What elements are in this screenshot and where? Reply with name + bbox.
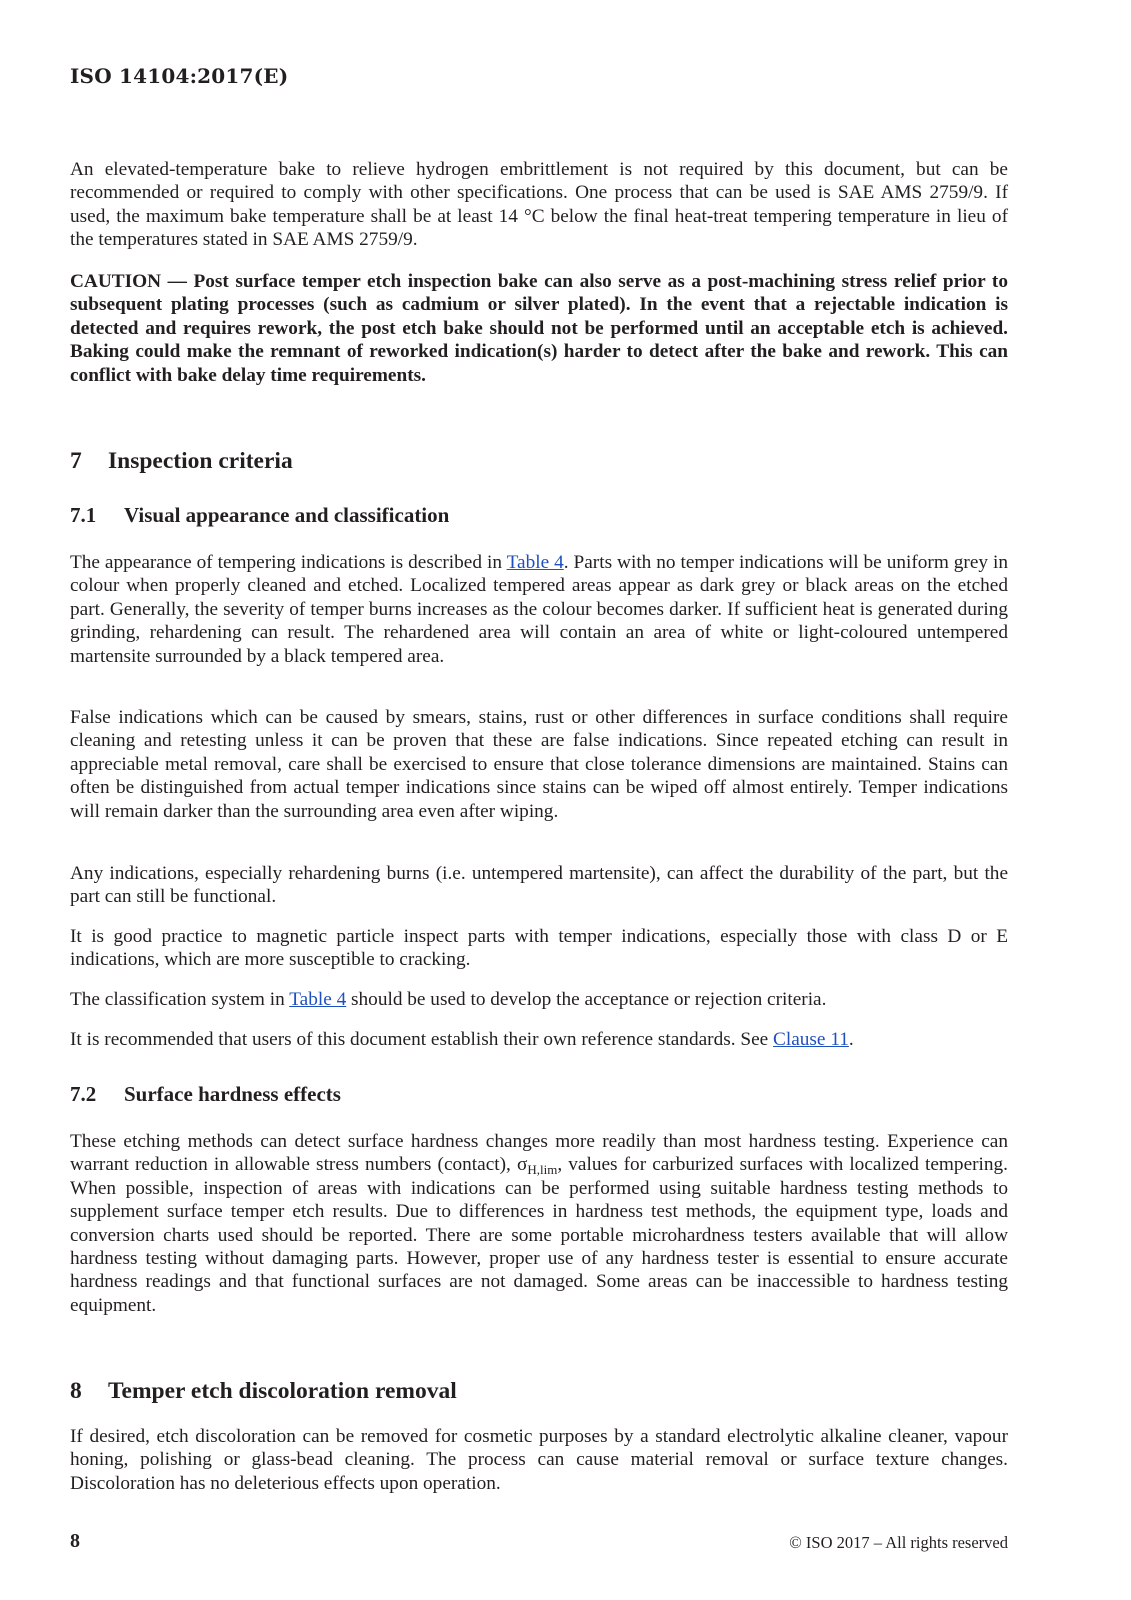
caution-note: CAUTION — Post surface temper etch inspection bake can also serve as a post-machining stress relief prior to subsequent plating processes (such as cadmium or silver plated). In the event that a rejectable indication is detected and requires rework, the post etch bake should not be performed until an acceptable etch is achieved. Baking could make the remnant of reworked indication(s) harder to detect after the bake and rework. This can conflict with bake delay time requirements. bbox=[70, 271, 1008, 386]
paragraph-7-1-magnetic-particle: It is good practice to magnetic particle inspect parts with temper indications, especially those with class D or E indications, which are more susceptible to cracking. bbox=[70, 926, 1008, 971]
text: . Parts with no temper indications will be uniform grey in colour when properly cleaned and etched. Localized tempered areas appear as dark grey or black areas on the etched part. Generally, the severity of temper burns increases as the colour becomes darker. If sufficient heat is generated during grinding, rehardening can result. The rehardened area will contain an area of white or light-coloured untempered martensite surrounded by a black tempered area. bbox=[70, 552, 1008, 667]
section-number: 7.2 bbox=[70, 1082, 97, 1106]
section-7-2-heading bbox=[70, 1082, 341, 1107]
section-title: Inspection criteria bbox=[108, 448, 293, 474]
section-title: Temper etch discoloration removal bbox=[108, 1378, 457, 1404]
paragraph-7-1-indications: Any indications, especially rehardening burns (i.e. untempered martensite), can affect the durability of the part, but the part can still be functional. bbox=[70, 863, 1008, 908]
text: , values for carburized surfaces with localized tempering. When possible, inspection of areas with indications can be performed using suitable hardness testing methods to supplement surface temper etch results. Due to differences in hardness test methods, the equipment type, loads and conversion charts used should be reported. There are some portable microhardness testers available that will allow hardness testing without damaging parts. However, proper use of any hardness tester is essential to ensure accurate hardness readings and that functional surfaces are not damaged. Some areas can be inaccessible to hardness testing equipment. bbox=[70, 1154, 1009, 1316]
paragraph-8-discoloration: If desired, etch discoloration can be removed for cosmetic purposes by a standard electrolytic alkaline cleaner, vapour honing, polishing or glass-bead cleaning. The process can cause material removal or surface texture changes. Discoloration has no deleterious effects upon operation. bbox=[70, 1426, 1008, 1494]
paragraph-7-1-false-indications: False indications which can be caused by smears, stains, rust or other differences in surface conditions shall require cleaning and retesting unless it can be proven that these are false indications. Since repeated etching can result in appreciable metal removal, care shall be exercised to ensure that close tolerance dimensions are maintained. Stains can often be distinguished from actual temper indications since stains can be wiped off almost entirely. Temper indications will remain darker than the surrounding area even after wiping. bbox=[70, 707, 1008, 822]
section-title: Surface hardness effects bbox=[124, 1082, 341, 1106]
section-number: 7 bbox=[70, 448, 82, 474]
copyright-notice: © ISO 2017 – All rights reserved bbox=[789, 1533, 1008, 1552]
page-number: 8 bbox=[70, 1530, 80, 1552]
paragraph-7-1-classification bbox=[70, 988, 1008, 1011]
intro-paragraph: An elevated-temperature bake to relieve hydrogen embrittlement is not required by this document, but can be recommended or required to comply with other specifications. One process that can be used is SAE AMS 2759/9. If used, the maximum bake temperature shall be at least 14 °C below the final heat-treat tempering temperature in lieu of the temperatures stated in SAE AMS 2759/9. bbox=[70, 159, 1008, 251]
paragraph-7-2-hardness bbox=[70, 1130, 1008, 1317]
section-7-1-heading bbox=[70, 503, 449, 528]
clause-11-link[interactable]: Clause 11 bbox=[773, 1029, 849, 1050]
section-number: 7.1 bbox=[70, 503, 97, 527]
table-4-link[interactable]: Table 4 bbox=[289, 989, 347, 1010]
page-header: ISO 14104:2017(E) bbox=[70, 64, 289, 88]
subscript: H,lim bbox=[527, 1162, 558, 1178]
text: should be used to develop the acceptance or rejection criteria. bbox=[346, 989, 827, 1010]
text: The appearance of tempering indications is described in bbox=[70, 552, 507, 573]
section-8-heading bbox=[70, 1378, 457, 1405]
text: It is recommended that users of this document establish their own reference standards. See bbox=[70, 1029, 774, 1050]
section-7-heading bbox=[70, 448, 293, 475]
paragraph-7-1-appearance bbox=[70, 551, 1008, 668]
table-4-link[interactable]: Table 4 bbox=[506, 552, 564, 573]
text: The classification system in bbox=[70, 989, 290, 1010]
section-number: 8 bbox=[70, 1378, 82, 1404]
section-title: Visual appearance and classification bbox=[124, 503, 450, 527]
text: These etching methods can detect surface hardness changes more readily than most hardness testing. Experience can warrant reduction in allowable stress numbers (contact), σ bbox=[70, 1131, 1008, 1176]
text: . bbox=[848, 1029, 854, 1050]
paragraph-7-1-reference-standards bbox=[70, 1028, 1008, 1051]
